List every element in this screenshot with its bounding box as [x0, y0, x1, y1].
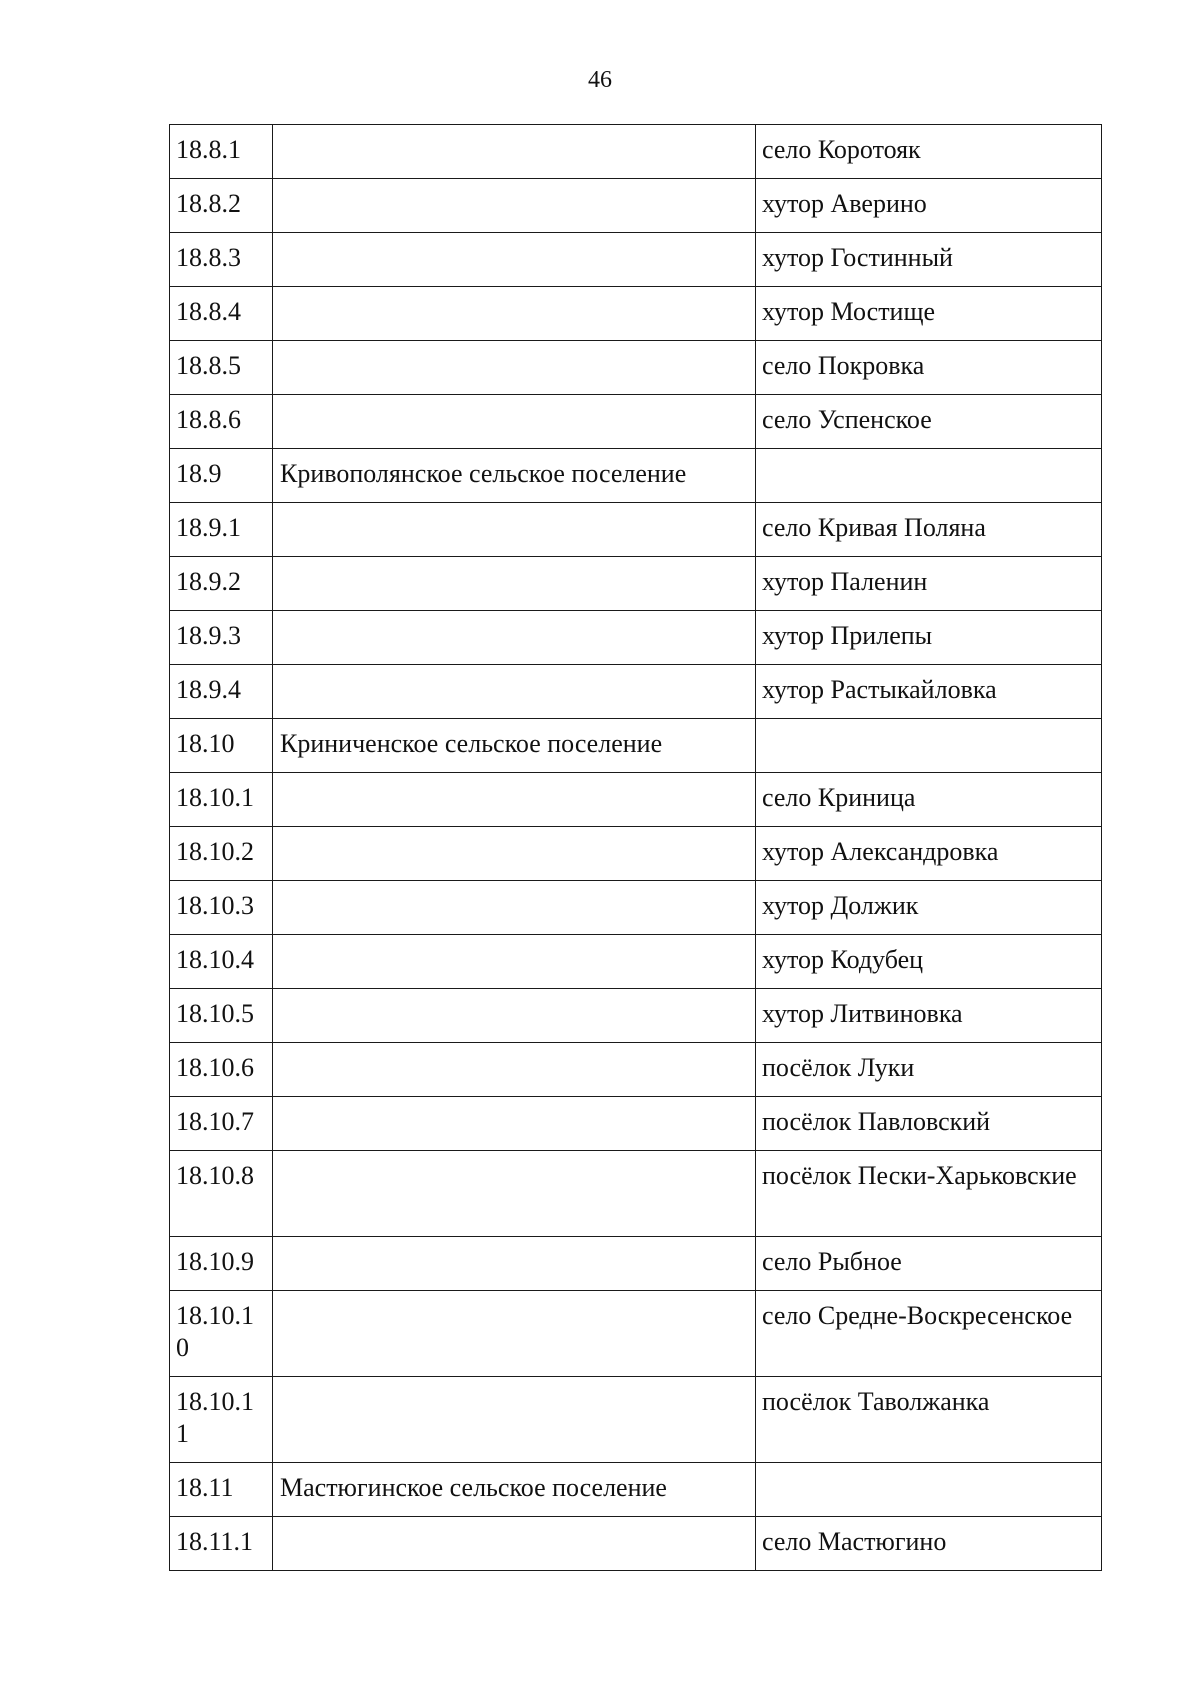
- row-number-cell: 18.8.4: [170, 287, 273, 341]
- row-number-cell: 18.10.1: [170, 773, 273, 827]
- locality-cell: хутор Паленин: [756, 557, 1102, 611]
- locality-cell: село Покровка: [756, 341, 1102, 395]
- locality-cell: хутор Должик: [756, 881, 1102, 935]
- locality-cell: [756, 449, 1102, 503]
- locality-cell: хутор Растыкайловка: [756, 665, 1102, 719]
- settlement-name-cell: [273, 1043, 756, 1097]
- locality-cell: село Криница: [756, 773, 1102, 827]
- table-row: [170, 665, 1102, 719]
- row-number-cell: 18.10.9: [170, 1237, 273, 1291]
- row-number-cell: 18.10.7: [170, 1097, 273, 1151]
- settlement-name-cell: [273, 287, 756, 341]
- settlement-name-cell: [273, 179, 756, 233]
- row-number-cell: 18.9.4: [170, 665, 273, 719]
- table-row: [170, 233, 1102, 287]
- locality-cell: село Мастюгино: [756, 1517, 1102, 1571]
- locality-cell: хутор Литвиновка: [756, 989, 1102, 1043]
- locality-cell: село Средне-Воскресенское: [756, 1291, 1102, 1377]
- row-number-cell: 18.10.10: [170, 1291, 273, 1377]
- settlement-name-cell: [273, 665, 756, 719]
- row-number-cell: 18.10.2: [170, 827, 273, 881]
- settlement-name-cell: [273, 935, 756, 989]
- settlement-name-cell: [273, 1097, 756, 1151]
- settlement-name-cell: [273, 1291, 756, 1377]
- locality-cell: хутор Кодубец: [756, 935, 1102, 989]
- row-number-cell: 18.10.3: [170, 881, 273, 935]
- locality-cell: посёлок Луки: [756, 1043, 1102, 1097]
- settlement-name-cell: [273, 773, 756, 827]
- table-row: [170, 449, 1102, 503]
- row-number-cell: 18.11: [170, 1463, 273, 1517]
- table-row: [170, 341, 1102, 395]
- settlement-name-cell: Кривополянское сельское поселение: [273, 449, 756, 503]
- row-number-cell: 18.8.1: [170, 125, 273, 179]
- table-row: [170, 1043, 1102, 1097]
- locality-cell: хутор Прилепы: [756, 611, 1102, 665]
- settlement-name-cell: [273, 1517, 756, 1571]
- row-number-cell: 18.9.2: [170, 557, 273, 611]
- settlement-name-cell: [273, 1377, 756, 1463]
- row-number-cell: 18.8.3: [170, 233, 273, 287]
- locality-cell: село Успенское: [756, 395, 1102, 449]
- row-number-cell: 18.10.11: [170, 1377, 273, 1463]
- settlement-name-cell: [273, 341, 756, 395]
- table-row: [170, 1237, 1102, 1291]
- table-row: [170, 935, 1102, 989]
- table-row: [170, 1517, 1102, 1571]
- row-number-cell: 18.10: [170, 719, 273, 773]
- row-number-cell: 18.9.1: [170, 503, 273, 557]
- table-row: [170, 1151, 1102, 1237]
- row-number-cell: 18.8.6: [170, 395, 273, 449]
- settlement-name-cell: [273, 1237, 756, 1291]
- locality-cell: село Коротояк: [756, 125, 1102, 179]
- table-row: [170, 989, 1102, 1043]
- table-row: [170, 179, 1102, 233]
- locality-cell: хутор Александровка: [756, 827, 1102, 881]
- table-row: [170, 881, 1102, 935]
- locality-cell: хутор Мостище: [756, 287, 1102, 341]
- row-number-cell: 18.10.8: [170, 1151, 273, 1237]
- settlement-name-cell: Криниченское сельское поселение: [273, 719, 756, 773]
- settlement-name-cell: [273, 827, 756, 881]
- row-number-cell: 18.10.5: [170, 989, 273, 1043]
- locality-cell: [756, 1463, 1102, 1517]
- table-row: [170, 503, 1102, 557]
- settlement-name-cell: [273, 989, 756, 1043]
- table-row: [170, 1377, 1102, 1463]
- table-row: [170, 1291, 1102, 1377]
- table-row: [170, 557, 1102, 611]
- row-number-cell: 18.10.6: [170, 1043, 273, 1097]
- settlement-name-cell: [273, 557, 756, 611]
- table-row: [170, 287, 1102, 341]
- row-number-cell: 18.10.4: [170, 935, 273, 989]
- settlement-name-cell: [273, 125, 756, 179]
- settlements-table: [169, 124, 1102, 1571]
- row-number-cell: 18.9: [170, 449, 273, 503]
- table-row: [170, 395, 1102, 449]
- table-row: [170, 773, 1102, 827]
- row-number-cell: 18.11.1: [170, 1517, 273, 1571]
- locality-cell: хутор Гостинный: [756, 233, 1102, 287]
- locality-cell: хутор Аверино: [756, 179, 1102, 233]
- locality-cell: [756, 719, 1102, 773]
- table-row: [170, 1463, 1102, 1517]
- locality-cell: посёлок Пески-Харьковские: [756, 1151, 1102, 1237]
- row-number-cell: 18.8.2: [170, 179, 273, 233]
- settlement-name-cell: [273, 395, 756, 449]
- locality-cell: село Рыбное: [756, 1237, 1102, 1291]
- settlement-name-cell: [273, 503, 756, 557]
- table-row: [170, 827, 1102, 881]
- table-row: [170, 1097, 1102, 1151]
- table-row: [170, 611, 1102, 665]
- settlement-name-cell: [273, 881, 756, 935]
- locality-cell: село Кривая Поляна: [756, 503, 1102, 557]
- page-number: 46: [588, 67, 612, 93]
- locality-cell: посёлок Таволжанка: [756, 1377, 1102, 1463]
- settlement-name-cell: [273, 611, 756, 665]
- settlement-name-cell: [273, 233, 756, 287]
- table-row: [170, 125, 1102, 179]
- settlement-name-cell: Мастюгинское сельское поселение: [273, 1463, 756, 1517]
- locality-cell: посёлок Павловский: [756, 1097, 1102, 1151]
- row-number-cell: 18.9.3: [170, 611, 273, 665]
- settlement-name-cell: [273, 1151, 756, 1237]
- table-row: [170, 719, 1102, 773]
- row-number-cell: 18.8.5: [170, 341, 273, 395]
